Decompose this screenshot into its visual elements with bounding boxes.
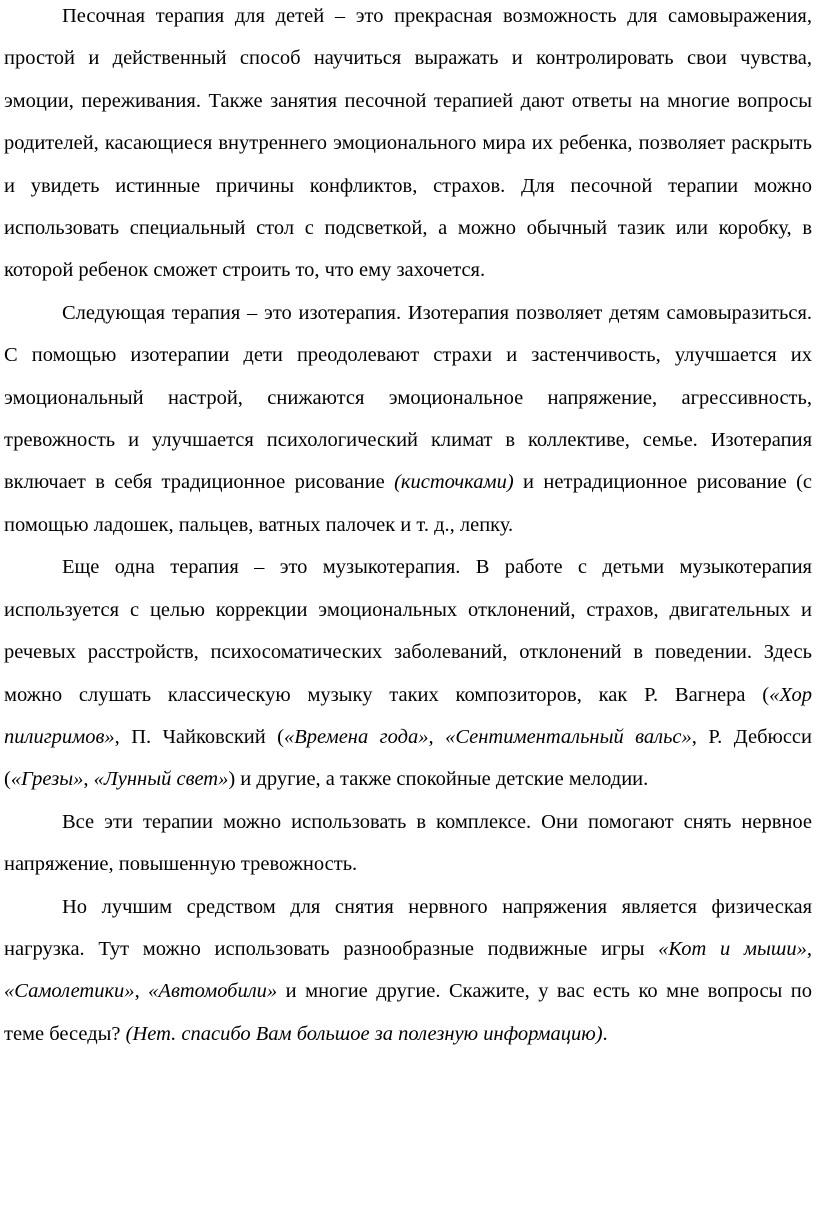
text-segment: Следующая терапия – это изотерапия. Изотерапия позволяет детям самовыразиться. С помощью изотерапии дети преодолевают страхи и застенчивость, улучшается их эмоциональный настрой, снижаются эмоциональное напряжение, агрессивность, тревожность и улучшается психологический климат в коллективе, семье. Изотерапия включает в себя традиционное рисование [4,301,812,494]
italic-segment: «Автомобили» [148,980,278,1003]
paragraph-combined-therapies [4,801,812,886]
italic-segment: «Хор пилигримов» [4,683,812,748]
text-segment: , [134,980,149,1003]
italic-segment: «Времена года» [284,725,429,748]
text-segment: Все эти терапии можно использовать в комплексе. Они помогают снять нервное напряжение, повышенную тревожность. [4,810,812,876]
italic-segment: «Лунный свет» [93,768,229,791]
paragraph-sand-therapy [4,0,812,292]
text-segment: Еще одна терапия – это музыкотерапия. В работе с детьми музыкотерапия используется с целью коррекции эмоциональных отклонений, страхов, двигательных и речевых расстройств, психосоматических заболеваний, отклонений в поведении. Здесь можно слушать классическую музыку таких композиторов, как Р. Вагнера ( [4,556,812,706]
italic-segment: «Грезы» [10,768,84,791]
italic-segment: «Самолетики» [4,980,135,1003]
text-segment: , [806,937,812,960]
text-segment: , [83,768,94,791]
text-segment: , [428,725,446,748]
text-segment: . [602,1022,608,1045]
text-segment: , П. Чайковский ( [114,725,284,748]
paragraph-izotherapy [4,292,812,546]
paragraph-music-therapy [4,546,812,800]
text-segment: Песочная терапия для детей – это прекрасная возможность для самовыражения, простой и действенный способ научиться выражать и контролировать свои чувства, эмоции, переживания. Также занятия песочной терапией дают ответы на многие вопросы родителей, касающиеся внутреннего эмоционального мира их ребенка, позволяет раскрыть и увидеть истинные причины конфликтов, страхов. Для песочной терапии можно использовать специальный стол с подсветкой, а можно обычный тазик или коробку, в которой ребенок сможет строить то, что ему захочется. [4,5,812,282]
paragraph-physical-activity [4,886,812,1056]
text-segment: ) и другие, а также спокойные детские мелодии. [228,768,649,791]
text-segment: Но лучшим средством для снятия нервного напряжения является физическая нагрузка. Тут можно использовать разнообразные подвижные игры [4,895,812,960]
italic-segment: «Сентиментальный вальс» [445,725,692,748]
italic-segment: (кисточками) [394,471,514,494]
text-segment: и нетрадиционное рисование (с помощью ладошек, пальцев, ватных палочек и т. д., лепку. [4,471,813,536]
text-segment: и многие другие. Скажите, у вас есть ко мне вопросы по теме беседы? [4,980,813,1045]
italic-segment: «Кот и мыши» [658,937,807,960]
text-segment: , Р. Дебюсси ( [4,725,812,791]
italic-segment: (Нет. спасибо Вам большое за полезную информацию) [125,1022,603,1045]
